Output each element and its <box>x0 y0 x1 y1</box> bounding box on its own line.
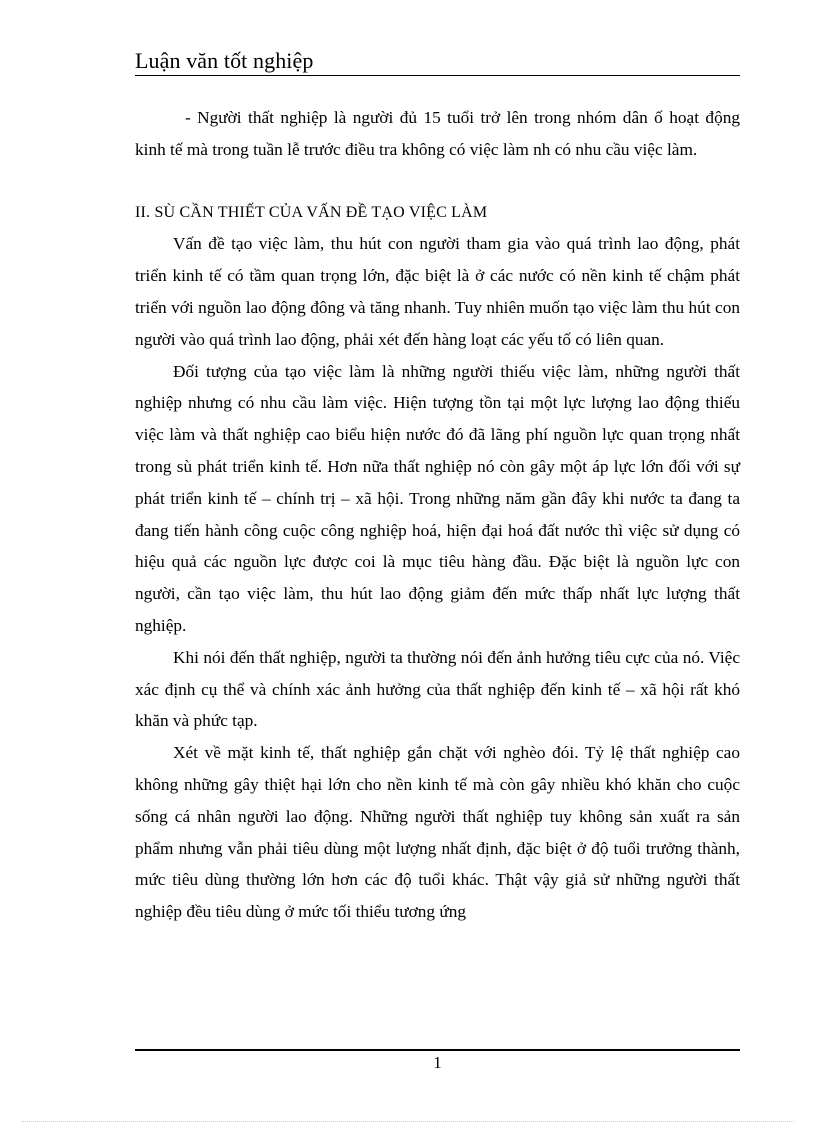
body-paragraph: Đối tượng của tạo việc làm là những người thiếu việc làm, những người thất nghiệp nhưng có nhu cầu làm việc. Hiện tượng tồn tại một lực lượng lao động thiếu việc làm và thất nghiệp cao biểu hiện nước đó đã lãng phí nguồn lực quan trọng nhất trong sù phát triển kinh tế. Hơn nữa thất nghiệp nó còn gây một áp lực lớn đối với sự phát triển kinh tế – chính trị – xã hội. Trong những năm gần đây khi nước ta đang ta đang tiến hành công cuộc công nghiệp hoá, hiện đại hoá đất nước thì việc sử dụng có hiệu quả các nguồn lực được coi là mục tiêu hàng đầu. Đặc biệt là nguồn lực con người, cần tạo việc làm, thu hút lao động giảm đến mức thấp nhất lực lượng thất nghiệp. <box>135 361 740 635</box>
page-bottom-border <box>22 1121 794 1122</box>
footer-divider <box>135 1049 740 1051</box>
header-divider <box>135 75 740 76</box>
body-paragraph: Xét về mặt kinh tế, thất nghiệp gắn chặt với nghèo đói. Tỷ lệ thất nghiệp cao không những gây thiệt hại lớn cho nền kinh tế mà còn gây nhiều khó khăn cho cuộc sống cá nhân người lao động. Những người thất nghiệp tuy không sản xuất ra sản phẩm nhưng vẫn phải tiêu dùng một lượng nhất định, đặc biệt ở độ tuổi trưởng thành, mức tiêu dùng thường lớn hơn các độ tuổi khác. Thật vậy giả sử những người thất nghiệp đều tiêu dùng ở mức tối thiểu tương ứng <box>135 743 740 922</box>
document-body <box>135 102 740 928</box>
page-header-title: Luận văn tốt nghiệp <box>135 48 314 73</box>
page-number: 1 <box>433 1053 442 1072</box>
intro-paragraph: - Người thất nghiệp là người đủ 15 tuổi trở lên trong nhóm dân ố hoạt động kinh tế mà trong tuần lễ trước điều tra không có việc làm nh có nhu cầu việc làm. <box>135 108 740 159</box>
body-paragraph: Khi nói đến thất nghiệp, người ta thường nói đến ảnh hưởng tiêu cực của nó. Việc xác định cụ thể và chính xác ảnh hưởng của thất nghiệp đến kinh tế – xã hội rất khó khăn và phức tạp. <box>135 647 740 731</box>
section-heading: II. SÙ CẦN THIẾT CỦA VẤN ĐỀ TẠO VIỆC LÀM <box>135 203 488 221</box>
body-paragraph: Vấn đề tạo việc làm, thu hút con người tham gia vào quá trình lao động, phát triển kinh tế có tầm quan trọng lớn, đặc biệt là ở các nước có nền kinh tế chậm phát triển với nguồn lao động đông và tăng nhanh. Tuy nhiên muốn tạo việc làm thu hút con người vào quá trình lao động, phải xét đến hàng loạt các yếu tố có liên quan. <box>135 234 740 349</box>
